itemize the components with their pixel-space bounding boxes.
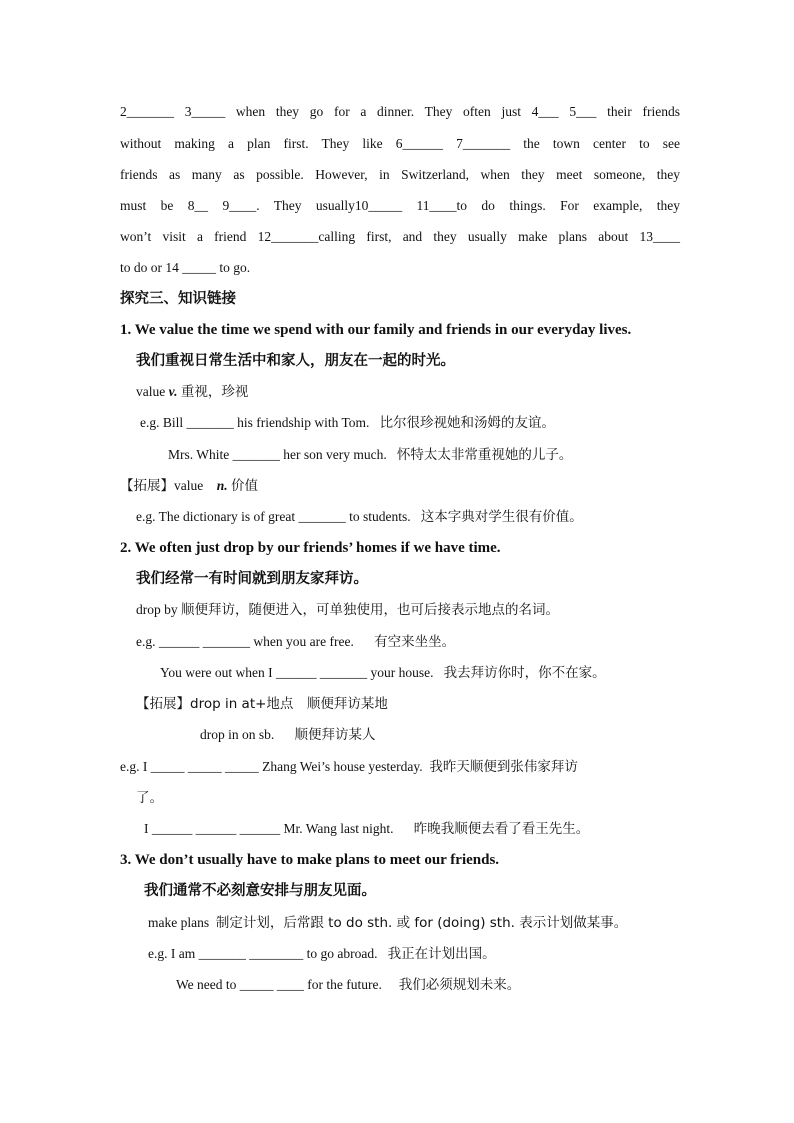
item1-definition [136,382,696,402]
item2-extension-2: drop in on sb. 顺便拜访某人 [200,727,376,743]
item1-example-3: e.g. The dictionary is of great _______ to students. 这本字典对学生很有价值。 [136,509,583,525]
item1-word: value [136,384,166,399]
item2-example-4: I ______ ______ ______ Mr. Wang last night. 昨晚我顺便去看了看王先生。 [144,821,590,837]
passage-line-4: must be 8__ 9____. They usually10_____ 11____to do things. For example, they [120,198,680,213]
item2-definition: drop by 顺便拜访，随便进入，可单独使用，也可后接表示地点的名词。 [136,602,559,618]
item2-example-1: e.g. ______ _______ when you are free. 有空来坐坐。 [136,634,456,650]
item2-example-3: e.g. I _____ _____ _____ Zhang Wei’s house yesterday. 我昨天顺便到张伟家拜访 [120,759,578,775]
item1-example-1: e.g. Bill _______ his friendship with Tom. 比尔很珍视她和汤姆的友谊。 [140,415,556,431]
item1-sentence: 1. We value the time we spend with our family and friends in our everyday lives. [120,322,632,338]
passage-line-5: won’t visit a friend 12_______calling first, and they usually make plans about 13____ [120,229,680,244]
item1-meaning: 重视，珍视 [180,384,249,400]
item3-definition: make plans 制定计划，后常跟 to do sth. 或 for (doing) sth. 表示计划做某事。 [148,915,628,931]
item1-extension: 【拓展】value n. 价值 [120,478,259,494]
extension-tag: 【拓展】 [136,696,190,712]
item2-extension-1: 【拓展】drop in at+地点 顺便拜访某地 [136,696,388,712]
extension-tag: 【拓展】 [120,478,174,494]
passage-line-1: 2_______ 3_____ when they go for a dinner. They often just 4___ 5___ their friends [120,104,680,119]
item1-example-2: Mrs. White _______ her son very much. 怀特太太非常重视她的儿子。 [168,447,573,463]
item3-example-1: e.g. I am _______ ________ to go abroad. 我正在计划出国。 [148,946,496,962]
passage-line-6: to do or 14 _____ to go. [120,260,251,275]
item3-translation: 我们通常不必刻意安排与朋友见面。 [144,883,376,899]
section-title: 探究三、知识链接 [120,291,236,307]
item2-sentence: 2. We often just drop by our friends’ homes if we have time. [120,540,501,556]
item3-example-2: We need to _____ ____ for the future. 我们必须规划未来。 [176,977,521,993]
item2-example-2: You were out when I ______ _______ your house. 我去拜访你时，你不在家。 [160,665,606,681]
item2-example-3-cont: 了。 [136,790,163,806]
item1-translation: 我们重视日常生活中和家人，朋友在一起的时光。 [136,353,455,369]
item2-translation: 我们经常一有时间就到朋友家拜访。 [136,571,368,587]
passage-line-3: friends as many as possible. However, in Switzerland, when they meet someone, they [120,167,680,182]
item1-pos: v. [168,384,178,399]
passage-line-2: without making a plan first. They like 6______ 7_______ the town center to see [120,136,680,151]
item3-sentence: 3. We don’t usually have to make plans to meet our friends. [120,852,500,868]
